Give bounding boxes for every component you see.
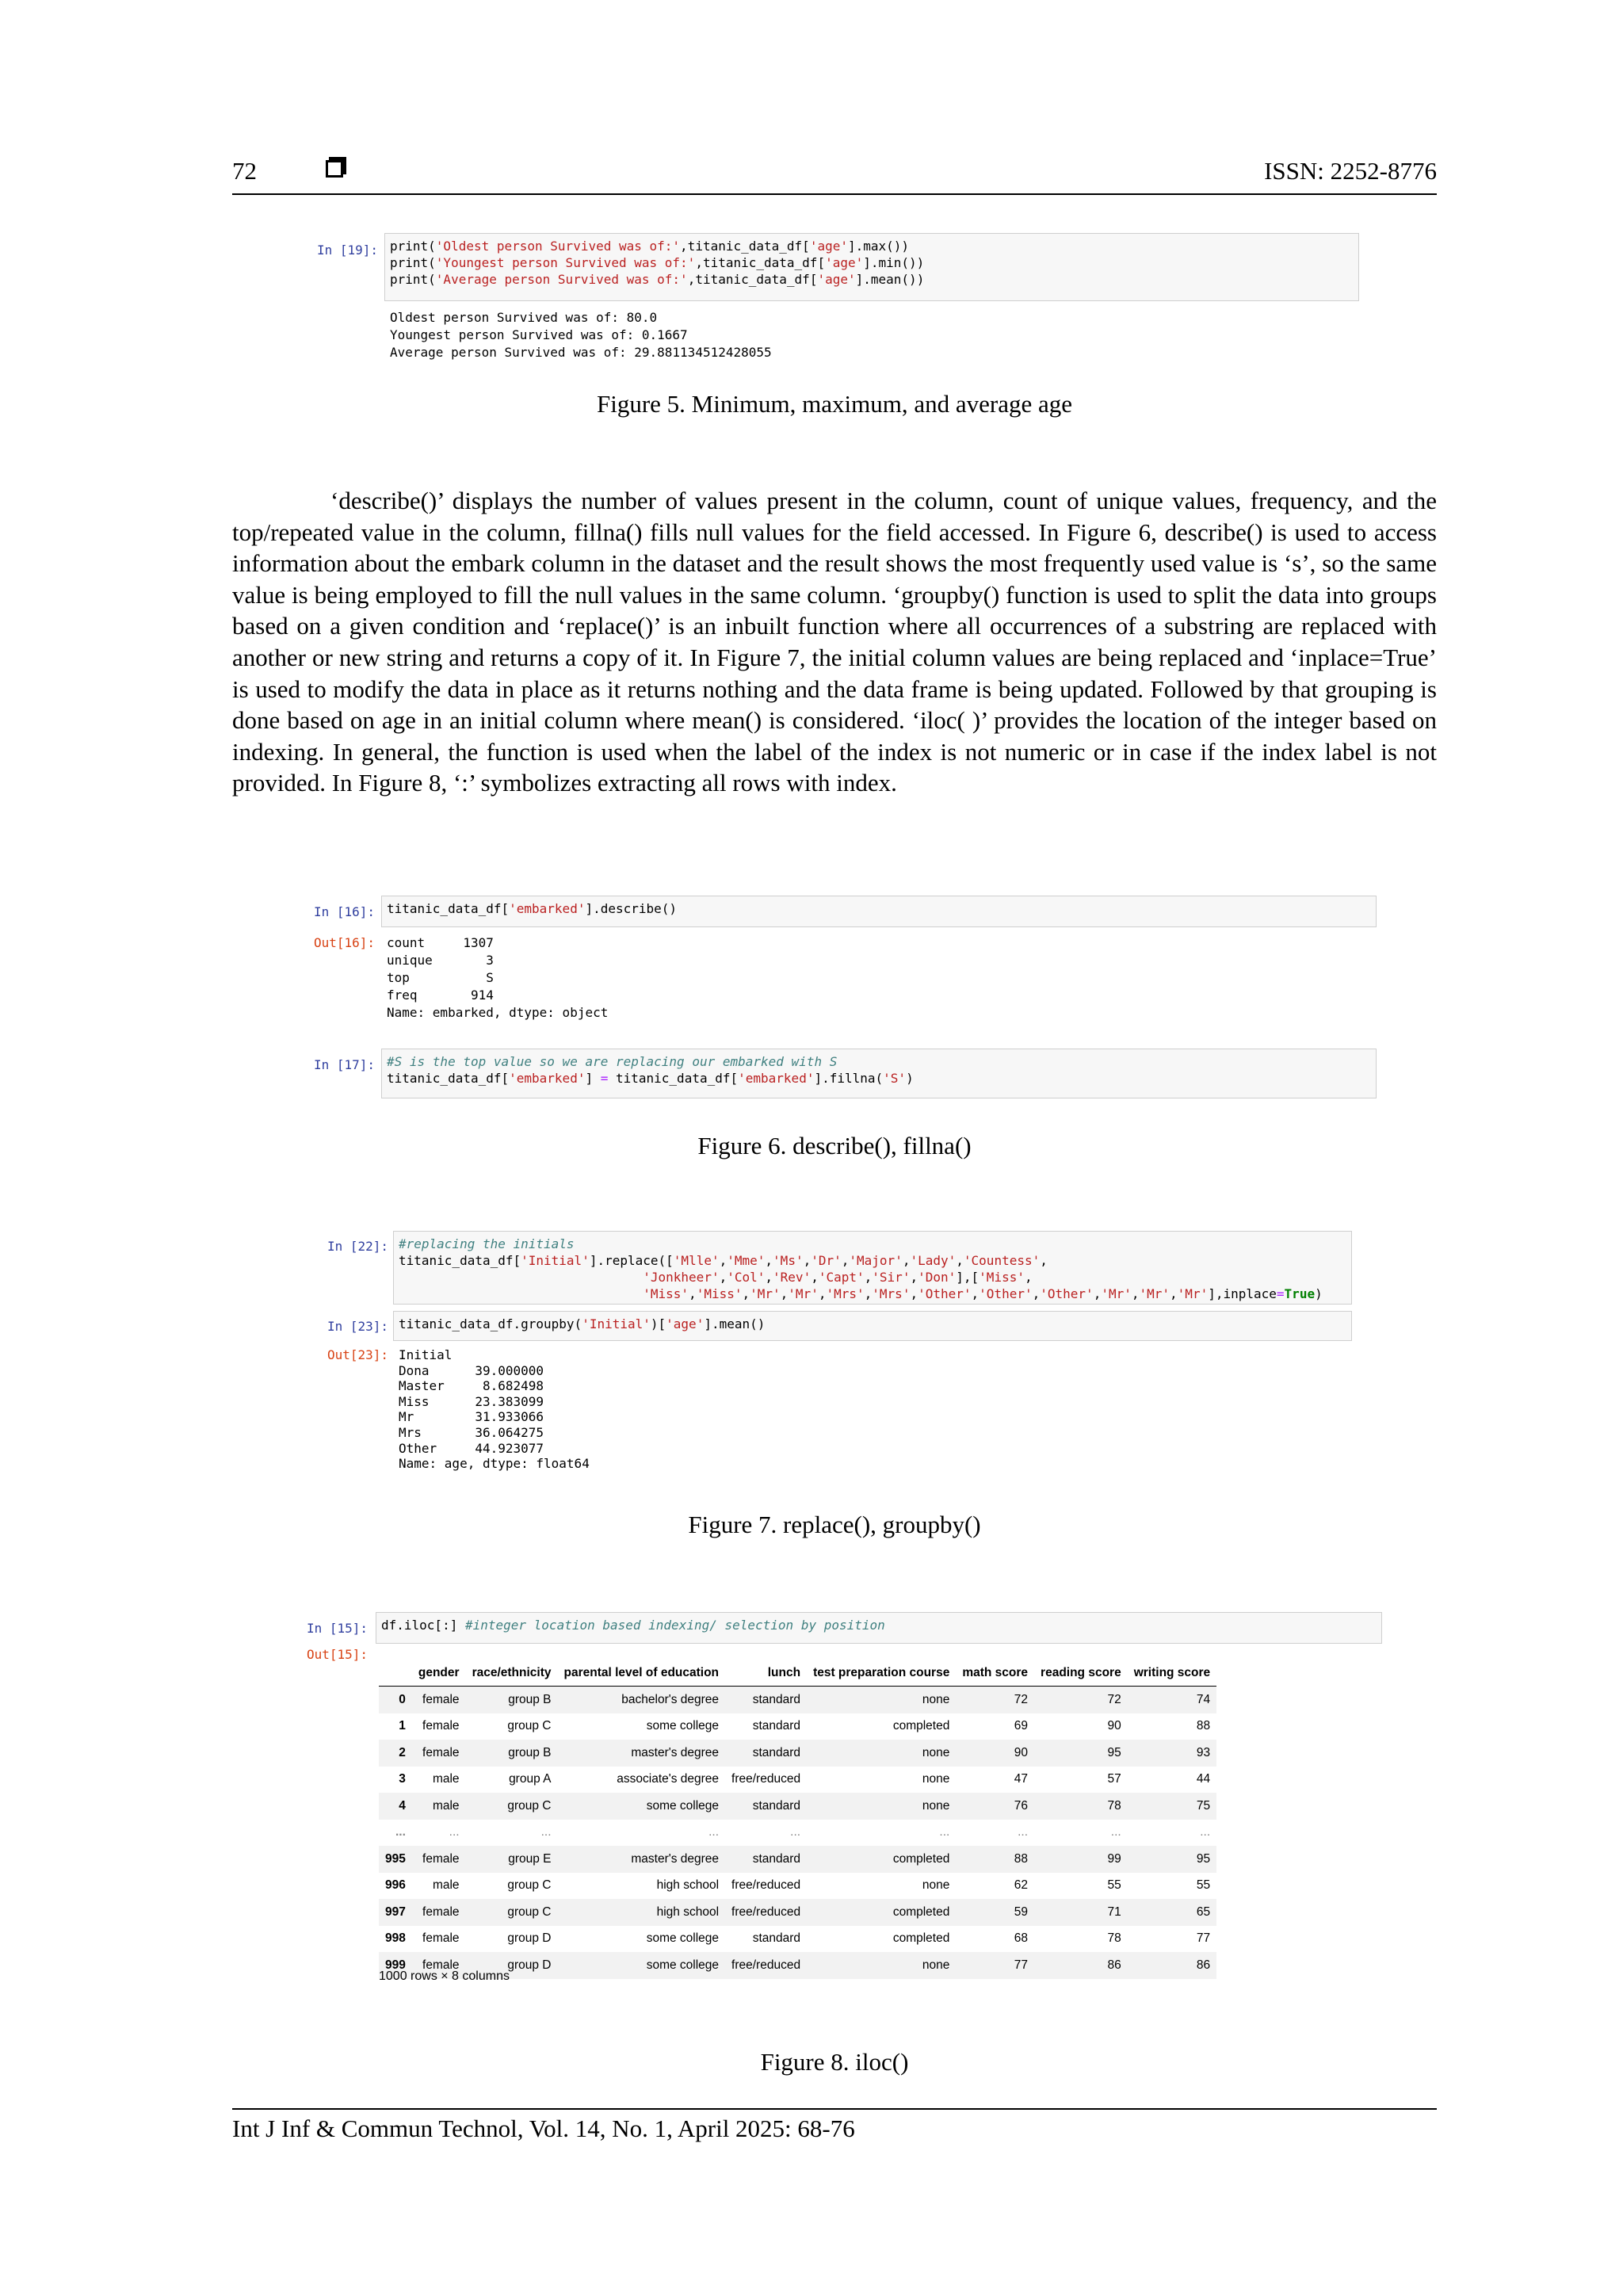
- table-cell: ...: [1200, 1825, 1211, 1839]
- table-cell: master's degree: [558, 1846, 726, 1873]
- code-comment-17: #S is the top value so we are replacing our embarked with S: [387, 1054, 838, 1069]
- table-cell: ...: [708, 1825, 720, 1839]
- rows-info: 1000 rows × 8 columns: [379, 1969, 510, 1983]
- table-cell: ...: [1018, 1825, 1029, 1839]
- table-row: [379, 1820, 1216, 1847]
- code-cell-19: [384, 233, 1359, 301]
- table-index-cell: 4: [379, 1793, 412, 1820]
- table-header-cell: writing score: [1128, 1660, 1216, 1687]
- table-cell: group A: [509, 1772, 552, 1786]
- in-22-prompt: In [22]:: [327, 1239, 389, 1254]
- table-cell: 88: [1196, 1719, 1211, 1733]
- table-row: [379, 1846, 1216, 1873]
- table-cell: free/reduced: [731, 1878, 801, 1893]
- table-row: [379, 1713, 1216, 1740]
- table-cell: female: [412, 1952, 466, 1979]
- table-cell: 47: [1014, 1772, 1029, 1786]
- table-row: [379, 1926, 1216, 1953]
- table-index-cell: 997: [379, 1899, 412, 1926]
- table-cell: 95: [1128, 1846, 1216, 1873]
- table-cell: group D: [466, 1952, 558, 1979]
- code-cell-17: [381, 1049, 1377, 1098]
- table-cell: 78: [1034, 1793, 1128, 1820]
- table-header-index: [379, 1660, 412, 1687]
- table-cell: associate's degree: [617, 1772, 720, 1786]
- table-cell: 59: [956, 1899, 1034, 1926]
- table-cell: 90: [956, 1740, 1034, 1767]
- table-index-cell: 999: [379, 1952, 412, 1979]
- table-cell: 55: [1196, 1878, 1211, 1893]
- table-cell: 65: [1128, 1899, 1216, 1926]
- table-cell: group C: [507, 1719, 552, 1733]
- table-cell: standard: [725, 1846, 807, 1873]
- output-19: Oldest person Survived was of: 80.0 Youngest person Survived was of: 0.1667 Average person Survived was of: 29.881134512428055: [390, 310, 772, 360]
- table-cell: group B: [466, 1740, 558, 1767]
- table-cell: 78: [1107, 1931, 1121, 1946]
- page-number: 72: [232, 157, 257, 185]
- output-16: count 1307 unique 3 top S freq 914 Name: embarked, dtype: object: [387, 935, 609, 1020]
- table-cell: 71: [1034, 1899, 1128, 1926]
- table-cell: ...: [790, 1825, 801, 1839]
- code-line-2: print('Youngest person Survived was of:',titanic_data_df['age'].min()): [390, 255, 925, 270]
- table-cell: some college: [646, 1931, 720, 1946]
- table-cell: female: [412, 1846, 466, 1873]
- table-cell: group D: [507, 1931, 552, 1946]
- table-cell: standard: [752, 1719, 801, 1733]
- out-23-prompt: Out[23]:: [327, 1347, 389, 1362]
- in-15-prompt: In [15]:: [307, 1621, 369, 1636]
- in-17-prompt: In [17]:: [314, 1057, 376, 1072]
- table-cell: some college: [558, 1793, 726, 1820]
- in-16-prompt: In [16]:: [314, 904, 376, 919]
- table-cell: female: [422, 1719, 460, 1733]
- table-index-cell: 1: [399, 1719, 406, 1733]
- table-header-cell: math score: [956, 1660, 1034, 1687]
- table-cell: 72: [956, 1687, 1034, 1713]
- out-16-prompt: Out[16]:: [314, 935, 376, 950]
- code-line-15: df.iloc[:] #integer location based indexing/ selection by position: [381, 1618, 885, 1633]
- table-cell: group C: [466, 1793, 558, 1820]
- table-cell: high school: [558, 1899, 726, 1926]
- table-cell: 69: [1014, 1719, 1029, 1733]
- table-cell: completed: [892, 1931, 950, 1946]
- table-row: [379, 1767, 1216, 1794]
- table-cell: female: [422, 1931, 460, 1946]
- table-header-cell: reading score: [1034, 1660, 1128, 1687]
- code-line-3: print('Average person Survived was of:',titanic_data_df['age'].mean()): [390, 272, 925, 287]
- table-cell: 57: [1107, 1772, 1121, 1786]
- table-cell: none: [922, 1772, 950, 1786]
- out-15-prompt: Out[15]:: [307, 1647, 369, 1662]
- table-cell: 76: [956, 1793, 1034, 1820]
- code-cell-23: [393, 1311, 1352, 1341]
- code-line-22c: 'Miss','Miss','Mr','Mr','Mrs','Mrs','Other','Other','Other','Mr','Mr','Mr'],inplace=True): [643, 1286, 1323, 1301]
- table-cell: group C: [507, 1878, 552, 1893]
- table-index-cell: 995: [379, 1846, 412, 1873]
- table-cell: male: [432, 1772, 460, 1786]
- table-cell: female: [412, 1899, 466, 1926]
- in-19-prompt: In [19]:: [317, 243, 379, 258]
- table-cell: 90: [1107, 1719, 1121, 1733]
- table-cell: group B: [466, 1687, 558, 1713]
- square-box-icon: [326, 160, 343, 178]
- table-row: [379, 1687, 1216, 1713]
- table-index-cell: ...: [395, 1825, 406, 1839]
- table-cell: 99: [1034, 1846, 1128, 1873]
- table-cell: none: [807, 1687, 956, 1713]
- output-23: Initial Dona 39.000000 Master 8.682498 Miss 23.383099 Mr 31.933066 Mrs 36.064275 Other 44.923077 Name: age, dtype: float64: [399, 1347, 590, 1472]
- figure-8-caption: Figure 8. iloc(): [760, 2048, 909, 2076]
- table-cell: completed: [807, 1846, 956, 1873]
- table-cell: 95: [1034, 1740, 1128, 1767]
- table-cell: 68: [1014, 1931, 1029, 1946]
- table-cell: standard: [725, 1740, 807, 1767]
- figure-7-caption: Figure 7. replace(), groupby(): [688, 1511, 981, 1538]
- table-cell: male: [432, 1878, 460, 1893]
- code-cell-16: [381, 896, 1377, 927]
- figure-6-caption: Figure 6. describe(), fillna(): [697, 1132, 972, 1159]
- table-cell: completed: [807, 1899, 956, 1926]
- table-cell: bachelor's degree: [558, 1687, 726, 1713]
- table-row: [379, 1899, 1216, 1926]
- code-line-1: print('Oldest person Survived was of:',titanic_data_df['age'].max()): [390, 239, 910, 254]
- code-cell-22: [393, 1231, 1352, 1305]
- table-index-cell: 0: [379, 1687, 412, 1713]
- table-row: [379, 1873, 1216, 1900]
- table-cell: ...: [449, 1825, 460, 1839]
- table-cell: free/reduced: [731, 1772, 801, 1786]
- table-cell: male: [412, 1793, 466, 1820]
- code-line-17: titanic_data_df['embarked'] = titanic_data_df['embarked'].fillna('S'): [387, 1071, 914, 1086]
- table-cell: none: [922, 1878, 950, 1893]
- table-cell: ...: [540, 1825, 552, 1839]
- table-cell: master's degree: [558, 1740, 726, 1767]
- table-header-cell: race/ethnicity: [466, 1660, 558, 1687]
- table-cell: 77: [956, 1952, 1034, 1979]
- code-comment-22: #replacing the initials: [399, 1236, 575, 1251]
- table-row: [379, 1740, 1216, 1767]
- table-cell: standard: [752, 1931, 801, 1946]
- table-cell: female: [412, 1687, 466, 1713]
- table-cell: ...: [1110, 1825, 1121, 1839]
- table-cell: standard: [725, 1793, 807, 1820]
- table-header-row: [379, 1660, 1216, 1687]
- table-cell: none: [807, 1740, 956, 1767]
- table-cell: 55: [1107, 1878, 1121, 1893]
- table-header-cell: lunch: [725, 1660, 807, 1687]
- table-cell: standard: [725, 1687, 807, 1713]
- table-cell: 93: [1128, 1740, 1216, 1767]
- table-cell: 86: [1034, 1952, 1128, 1979]
- table-cell: some college: [558, 1952, 726, 1979]
- table-cell: high school: [656, 1878, 720, 1893]
- table-cell: ...: [939, 1825, 950, 1839]
- table-cell: none: [807, 1793, 956, 1820]
- table-cell: none: [807, 1952, 956, 1979]
- table-cell: 72: [1034, 1687, 1128, 1713]
- table-row: [379, 1793, 1216, 1820]
- code-line-16: titanic_data_df['embarked'].describe(): [387, 901, 678, 916]
- table-index-cell: 2: [379, 1740, 412, 1767]
- table-header-cell: gender: [412, 1660, 466, 1687]
- table-cell: female: [412, 1740, 466, 1767]
- dataframe-table: [379, 1660, 1216, 1979]
- table-index-cell: 3: [399, 1772, 406, 1786]
- table-cell: some college: [646, 1719, 720, 1733]
- table-cell: group E: [466, 1846, 558, 1873]
- table-index-cell: 996: [385, 1878, 406, 1893]
- table-cell: 86: [1128, 1952, 1216, 1979]
- body-paragraph: ‘describe()’ displays the number of values present in the column, count of unique values, frequency, and the top/repeated value in the column, fillna() fills null values for the field accessed. In Figure 6, describe() is used to access information about the embark column in the dataset and the result shows the most frequently used value is ‘s’, so the same value is being employed to fill the null values in the same column. ‘groupby() function is used to split the data into groups based on a given condition and ‘replace()’ is an inbuilt function where all occurrences of a substring are replaced with another or new string and returns a copy of it. In Figure 7, the initial column values are being replaced and ‘inplace=True’ is used to modify the data in place as it returns nothing and the data frame is being updated. Followed by that grouping is done based on age in an initial column where mean() is considered. ‘iloc( )’ provides the location of the integer based on indexing. In general, the function is used when the label of the index is not numeric or in case if the index label is not provided. In Figure 8, ‘:’ symbolizes extracting all rows with index.: [232, 487, 1437, 797]
- table-cell: free/reduced: [725, 1952, 807, 1979]
- table-cell: 44: [1196, 1772, 1211, 1786]
- issn-label: ISSN: 2252-8776: [1264, 157, 1437, 185]
- table-header-cell: parental level of education: [558, 1660, 726, 1687]
- in-23-prompt: In [23]:: [327, 1319, 389, 1334]
- table-cell: group C: [466, 1899, 558, 1926]
- figure-5-caption: Figure 5. Minimum, maximum, and average age: [596, 390, 1073, 418]
- page-header: [232, 152, 1437, 195]
- table-cell: 88: [956, 1846, 1034, 1873]
- footer-rule: [232, 2108, 1437, 2110]
- code-line-23: titanic_data_df.groupby('Initial')['age'].mean(): [399, 1316, 766, 1331]
- table-cell: 74: [1128, 1687, 1216, 1713]
- table-body: [379, 1687, 1216, 1979]
- footer-citation: Int J Inf & Commun Technol, Vol. 14, No. 1, April 2025: 68-76: [232, 2115, 855, 2142]
- table-cell: completed: [892, 1719, 950, 1733]
- code-cell-15: [376, 1612, 1382, 1644]
- table-cell: 77: [1196, 1931, 1211, 1946]
- table-cell: 62: [1014, 1878, 1029, 1893]
- table-index-cell: 998: [385, 1931, 406, 1946]
- table-cell: free/reduced: [725, 1899, 807, 1926]
- table-cell: 75: [1128, 1793, 1216, 1820]
- code-line-22b: 'Jonkheer','Col','Rev','Capt','Sir','Don'],['Miss',: [643, 1270, 1033, 1285]
- code-line-22a: titanic_data_df['Initial'].replace(['Mlle','Mme','Ms','Dr','Major','Lady','Countess',: [399, 1253, 1048, 1268]
- table-header-cell: test preparation course: [807, 1660, 956, 1687]
